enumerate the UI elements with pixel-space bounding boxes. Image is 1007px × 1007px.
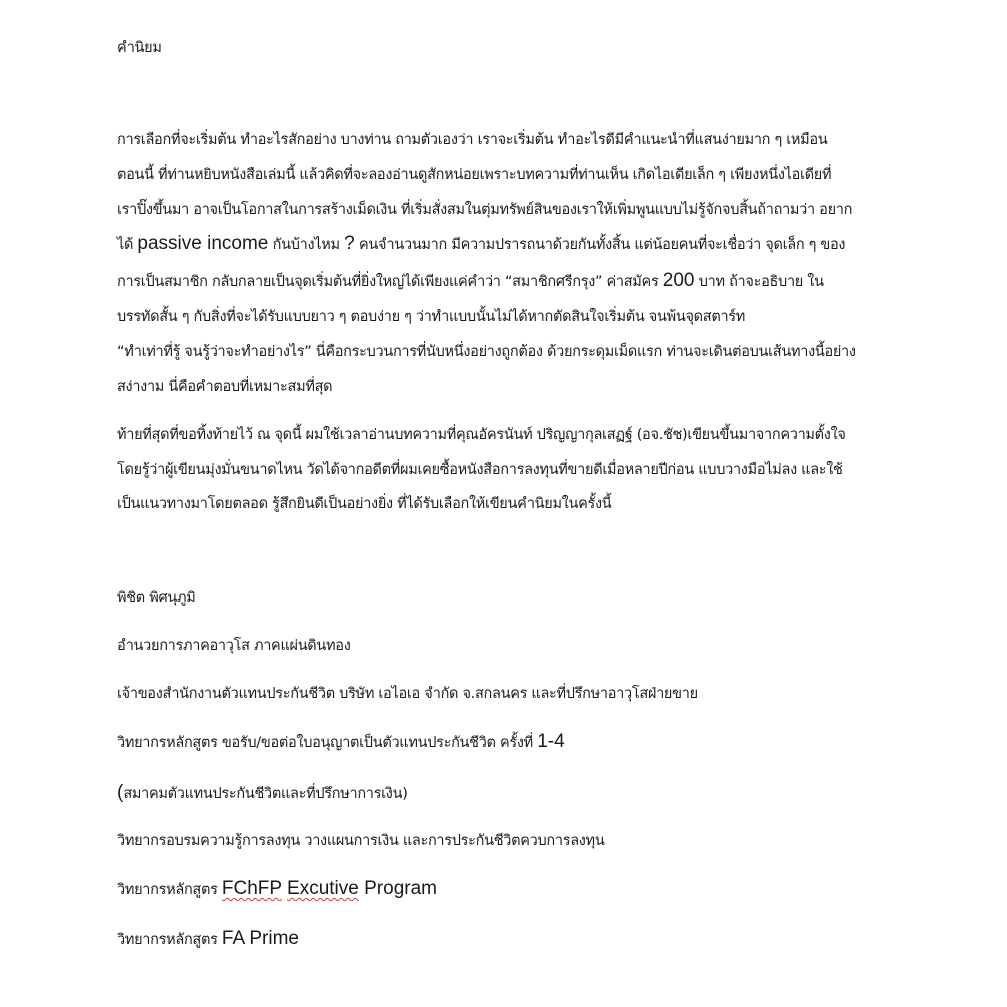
text-run: การเป็นสมาชิก กลับกลายเป็นจุดเริ่มต้นที่ยิ่งใหญ่ได้เพียงแค่คำว่า “สมาชิกศรีกรุง” ค่าสมัคร: [117, 274, 663, 290]
paragraph-line: [117, 234, 845, 255]
passive-income-term: passive income: [137, 233, 269, 254]
open-paren: (: [117, 782, 124, 803]
signer-role: [117, 929, 299, 950]
paragraph-line: สง่างาม นี่คือคำตอบที่เหมาะสมที่สุด: [117, 379, 333, 395]
text-run: คนจำนวนมาก มีความปรารถนาด้วยกันทั้งสิ้น แต่น้อยคนที่จะเชื่อว่า จุดเล็ก ๆ ของ: [354, 237, 846, 253]
text-run: วิทยากรหลักสูตร ขอรับ/ขอต่อใบอนุญาตเป็นตัวแทนประกันชีวิต ครั้งที่: [117, 735, 538, 751]
signer-role: อำนวยการภาคอาวุโส ภาคแผ่นดินทอง: [117, 638, 351, 654]
paragraph-line: [117, 271, 824, 292]
paragraph-line: การเลือกที่จะเริ่มต้น ทำอะไรสักอย่าง บางท่าน ถามตัวเองว่า เราจะเริ่มต้น ทำอะไรดีมีคำแนะนำที่แสนง่ายมาก ๆ เหมือน: [117, 132, 828, 148]
document-heading: คำนิยม: [117, 40, 162, 56]
signer-role: [117, 879, 437, 900]
paragraph-line: เราปิ๊งขึ้นมา อาจเป็นโอกาสในการสร้างเม็ดเงิน ที่เริ่มสั่งสมในตุ่มทรัพย์สินของเราให้เพิ่มพูนแบบไม่รู้จักจบสิ้นถ้าถามว่า อยาก: [117, 202, 853, 218]
license-round: 1-4: [537, 731, 565, 752]
spellcheck-word: FChFP: [221, 878, 282, 899]
paragraph-line: เป็นแนวทางมาโดยตลอด รู้สึกยินดีเป็นอย่างยิ่ง ที่ได้รับเลือกให้เขียนคำนิยมในครั้งนี้: [117, 496, 612, 512]
text-run: สมาคมตัวแทนประกันชีวิตและที่ปรึกษาการเงิน): [123, 786, 408, 802]
paragraph-line: บรรทัดสั้น ๆ กับสิ่งที่จะได้รับแบบยาว ๆ ตอบง่าย ๆ ว่าทำแบบนั้นไม่ได้หากตัดสินใจเริ่มต้น จนพ้นจุดสตาร์ท: [117, 309, 746, 325]
text-run: วิทยากรหลักสูตร: [117, 932, 222, 948]
text-run: กันบ้างไหม: [268, 237, 345, 253]
text-run: บาท ถ้าจะอธิบาย ใน: [694, 274, 824, 290]
signer-role: [117, 732, 565, 753]
signer-name: พิชิต พิศนุภูมิ: [117, 590, 196, 606]
paragraph-line: ตอนนี้ ที่ท่านหยิบหนังสือเล่มนี้ แล้วคิดที่จะลองอ่านดูสักหน่อยเพราะบทความที่ท่านเห็น เกิดไอเดียเล็ก ๆ เพียงหนึ่งไอเดียที่: [117, 167, 832, 183]
paragraph-line: ท้ายที่สุดที่ขอทิ้งท้ายไว้ ณ จุดนี้ ผมใช้เวลาอ่านบทความที่คุณอัครนันท์ ปริญญากุลเสฏฐ์ (อจ.ชัช)เขียนขึ้นมาจากความตั้งใจ: [117, 427, 846, 443]
question-mark: ?: [344, 233, 355, 254]
text-run: Program: [358, 878, 437, 899]
spellcheck-word: Excutive: [287, 878, 359, 899]
text-run: วิทยากรหลักสูตร: [117, 882, 222, 898]
program-name: FA Prime: [221, 928, 299, 949]
signer-role: [117, 783, 408, 804]
paragraph-line: “ทำเท่าที่รู้ จนรู้ว่าจะทำอย่างไร” นี่คือกระบวนการที่นับหนึ่งอย่างถูกต้อง ด้วยกระดุมเม็ดแรก ท่านจะเดินต่อบนเส้นทางนี้อย่าง: [117, 344, 856, 360]
signer-role: เจ้าของสำนักงานตัวแทนประกันชีวิต บริษัท เอไอเอ จำกัด จ.สกลนคร และที่ปรึกษาอาวุโสฝ่ายขาย: [117, 686, 698, 702]
signer-role: วิทยากรอบรมความรู้การลงทุน วางแผนการเงิน และการประกันชีวิตควบการลงทุน: [117, 833, 605, 849]
fee-amount: 200: [662, 270, 695, 291]
paragraph-line: โดยรู้ว่าผู้เขียนมุ่งมั่นขนาดไหน วัดได้จากอดีตที่ผมเคยซื้อหนังสือการลงทุนที่ขายดีเมื่อหลายปีก่อน แบบวางมือไม่ลง และใช้: [117, 462, 843, 478]
text-run: ได้: [117, 237, 138, 253]
